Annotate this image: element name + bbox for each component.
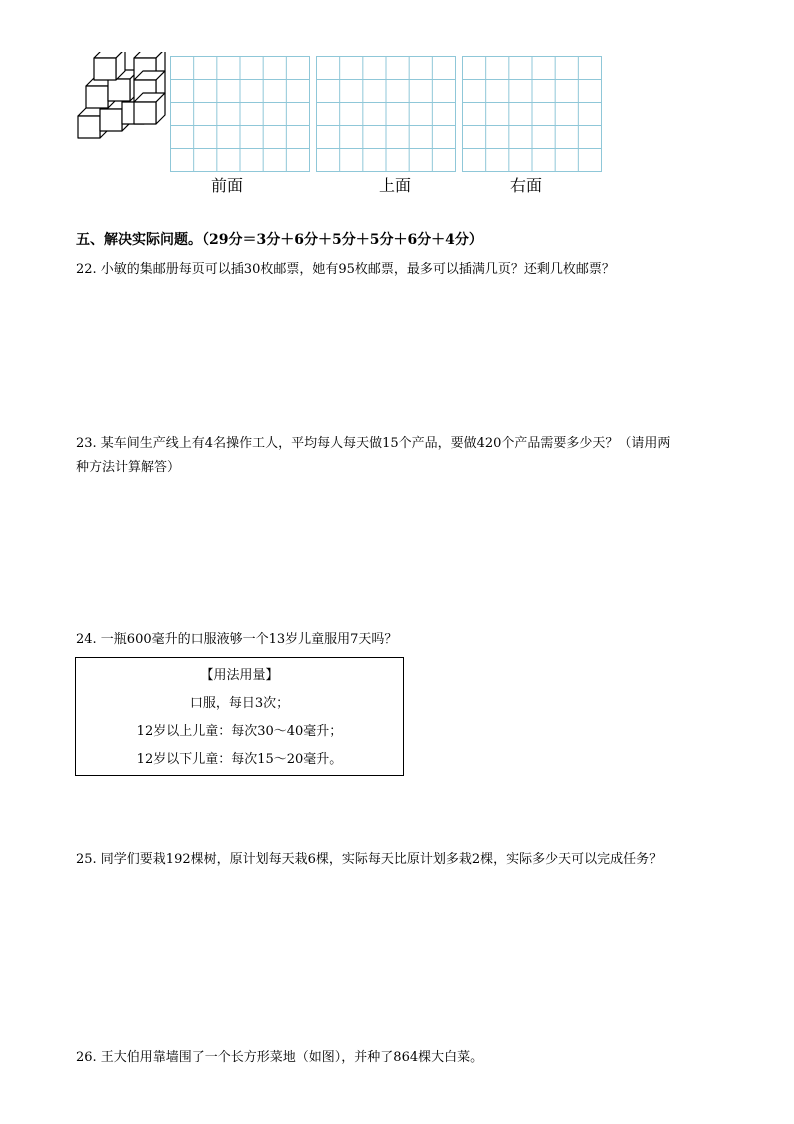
cube-front-face — [86, 86, 108, 108]
right-view-grid[interactable] — [462, 56, 602, 172]
front-view-grid[interactable] — [170, 56, 310, 172]
top-view-grid[interactable] — [316, 56, 456, 172]
question-22: 22. 小敏的集邮册每页可以插30枚邮票，她有95枚邮票，最多可以插满几页？还剩几枚邮票？ — [76, 262, 615, 277]
dosage-line-3: 12岁以下儿童：每次15～20毫升。 — [136, 752, 343, 767]
top-view-label: 上面 — [379, 176, 412, 195]
front-view-label: 前面 — [211, 176, 244, 195]
question-23-line-1: 23. 某车间生产线上有4名操作工人，平均每人每天做15个产品，要做420个产品需要多少天？（请用两 — [76, 436, 671, 451]
dosage-line-2: 12岁以上儿童：每次30～40毫升； — [136, 724, 343, 739]
question-25: 25. 同学们要栽192棵树，原计划每天栽6棵，实际每天比原计划多栽2棵，实际多少天可以完成任务？ — [76, 852, 663, 867]
cube-front-face — [108, 79, 130, 101]
question-24: 24. 一瓶600毫升的口服液够一个13岁儿童服用7天吗？ — [76, 632, 398, 647]
cube-front-face — [100, 109, 122, 131]
question-23-line-2: 种方法计算解答） — [76, 460, 181, 475]
section-title: 五、解决实际问题。（29分＝3分＋6分＋5分＋5分＋6分＋4分） — [76, 232, 483, 248]
cube-front-face — [78, 116, 100, 138]
cube-front-face — [94, 58, 116, 80]
question-26: 26. 王大伯用靠墙围了一个长方形菜地（如图），并种了864棵大白菜。 — [76, 1050, 484, 1065]
dosage-title: 【用法用量】 — [200, 668, 279, 683]
dosage-line-1: 口服，每日3次； — [189, 696, 290, 711]
cube-front-face — [134, 102, 156, 124]
right-view-label: 右面 — [510, 176, 543, 195]
cube-stack-figure — [74, 52, 170, 142]
dosage-box — [75, 657, 404, 776]
